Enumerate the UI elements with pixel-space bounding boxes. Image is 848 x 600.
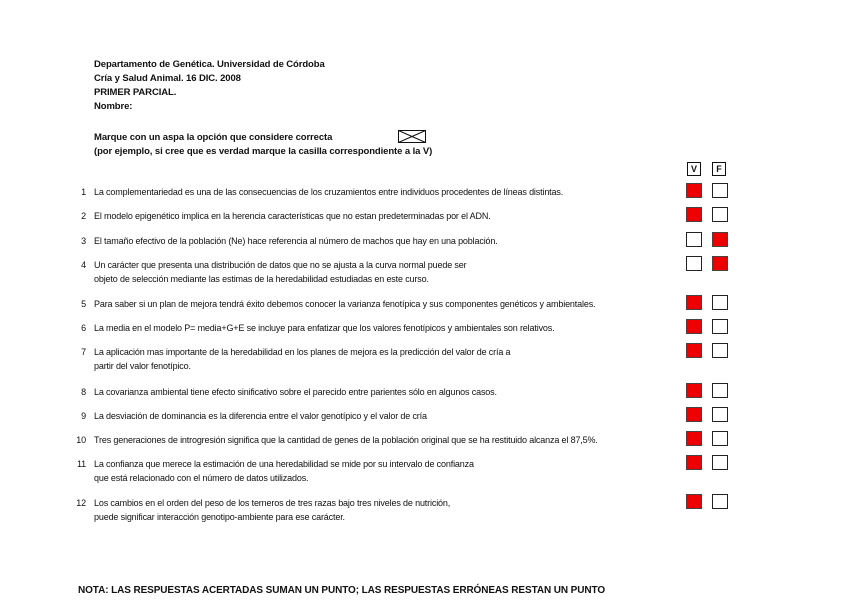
department-line: Departamento de Genética. Universidad de Córdoba bbox=[94, 59, 325, 70]
question-text bbox=[94, 258, 684, 286]
true-checkbox[interactable] bbox=[686, 295, 702, 310]
question-number: 10 bbox=[76, 435, 86, 445]
question-text-line: La complementariedad es una de las consecuencias de los cruzamientos entre individuos procedentes de líneas distintas. bbox=[94, 187, 564, 197]
false-checkbox[interactable] bbox=[712, 232, 728, 247]
question-text bbox=[94, 321, 684, 335]
instructions-line-1: Marque con un aspa la opción que considere correcta bbox=[94, 132, 333, 143]
true-checkbox[interactable] bbox=[686, 455, 702, 470]
exam-title: PRIMER PARCIAL. bbox=[94, 87, 177, 98]
false-checkbox[interactable] bbox=[712, 207, 728, 222]
question-text-line: El modelo epigenético implica en la herencia características que no estan predeterminadas por el ADN. bbox=[94, 211, 491, 221]
instructions-line-2: (por ejemplo, si cree que es verdad marque la casilla correspondiente a la V) bbox=[94, 146, 433, 157]
question-number: 11 bbox=[76, 459, 86, 469]
question-text-line: Para saber si un plan de mejora tendrá éxito debemos conocer la varianza fenotípica y sus componentes genéticos y ambientales. bbox=[94, 299, 596, 309]
name-label: Nombre: bbox=[94, 101, 133, 112]
instructions bbox=[94, 131, 432, 159]
true-column-header: V bbox=[687, 162, 701, 176]
question-number: 5 bbox=[81, 299, 86, 309]
false-checkbox[interactable] bbox=[712, 383, 728, 398]
question-text-line: que está relacionado con el número de datos utilizados. bbox=[94, 473, 309, 483]
false-checkbox[interactable] bbox=[712, 319, 728, 334]
true-checkbox[interactable] bbox=[686, 256, 702, 271]
question-number: 2 bbox=[81, 211, 86, 221]
false-checkbox[interactable] bbox=[712, 407, 728, 422]
question-text-line: objeto de selección mediante las estimas de la heredabilidad estudiadas en este curso. bbox=[94, 274, 429, 284]
question-text-line: Tres generaciones de introgresión significa que la cantidad de genes de la población original que se ha restituido alcanza el 87,5%. bbox=[94, 435, 598, 445]
false-column-header: F bbox=[712, 162, 726, 176]
question-text bbox=[94, 234, 684, 248]
course-date-line: Cría y Salud Animal. 16 DIC. 2008 bbox=[94, 73, 241, 84]
question-text bbox=[94, 385, 684, 399]
true-checkbox[interactable] bbox=[686, 207, 702, 222]
true-checkbox[interactable] bbox=[686, 431, 702, 446]
true-checkbox[interactable] bbox=[686, 383, 702, 398]
question-text bbox=[94, 209, 684, 223]
question-number: 3 bbox=[81, 236, 86, 246]
question-text-line: La desviación de dominancia es la diferencia entre el valor genotípico y el valor de cría bbox=[94, 411, 427, 421]
question-text-line: Un carácter que presenta una distribución de datos que no se ajusta a la curva normal puede ser bbox=[94, 260, 467, 270]
question-number: 9 bbox=[81, 411, 86, 421]
question-text bbox=[94, 409, 684, 423]
question-number: 8 bbox=[81, 387, 86, 397]
question-text-line: partir del valor fenotípico. bbox=[94, 361, 191, 371]
true-checkbox[interactable] bbox=[686, 232, 702, 247]
question-number: 1 bbox=[81, 187, 86, 197]
question-text-line: Los cambios en el orden del peso de los terneros de tres razas bajo tres niveles de nutrición, bbox=[94, 498, 451, 508]
document-header bbox=[94, 58, 325, 114]
false-checkbox[interactable] bbox=[712, 295, 728, 310]
question-number: 4 bbox=[81, 260, 86, 270]
question-text-line: El tamaño efectivo de la población (Ne) hace referencia al número de machos que hay en una población. bbox=[94, 236, 498, 246]
false-checkbox[interactable] bbox=[712, 183, 728, 198]
question-text-line: La media en el modelo P= media+G+E se incluye para enfatizar que los valores fenotípicos y ambientales son relativos. bbox=[94, 323, 555, 333]
false-checkbox[interactable] bbox=[712, 494, 728, 509]
false-checkbox[interactable] bbox=[712, 343, 728, 358]
true-checkbox[interactable] bbox=[686, 319, 702, 334]
question-text-line: puede significar interacción genotipo-ambiente para ese carácter. bbox=[94, 512, 345, 522]
example-crossed-box-icon bbox=[398, 130, 426, 143]
footer-note: NOTA: LAS RESPUESTAS ACERTADAS SUMAN UN PUNTO; LAS RESPUESTAS ERRÓNEAS RESTAN UN PUNTO bbox=[78, 585, 605, 596]
question-text-line: La covarianza ambiental tiene efecto sinificativo sobre el parecido entre parientes sólo en algunos casos. bbox=[94, 387, 497, 397]
question-text-line: La aplicación mas importante de la heredabilidad en los planes de mejora es la predicción del valor de cría a bbox=[94, 347, 511, 357]
question-text bbox=[94, 496, 684, 524]
true-checkbox[interactable] bbox=[686, 407, 702, 422]
question-number: 6 bbox=[81, 323, 86, 333]
true-checkbox[interactable] bbox=[686, 494, 702, 509]
question-text bbox=[94, 457, 684, 485]
false-checkbox[interactable] bbox=[712, 455, 728, 470]
question-text bbox=[94, 433, 684, 447]
true-checkbox[interactable] bbox=[686, 343, 702, 358]
question-text bbox=[94, 345, 684, 373]
false-checkbox[interactable] bbox=[712, 256, 728, 271]
false-checkbox[interactable] bbox=[712, 431, 728, 446]
question-text bbox=[94, 297, 684, 311]
true-checkbox[interactable] bbox=[686, 183, 702, 198]
question-number: 12 bbox=[76, 498, 86, 508]
question-text-line: La confianza que merece la estimación de una heredabilidad se mide por su intervalo de confianza bbox=[94, 459, 474, 469]
question-text bbox=[94, 185, 684, 199]
question-number: 7 bbox=[81, 347, 86, 357]
